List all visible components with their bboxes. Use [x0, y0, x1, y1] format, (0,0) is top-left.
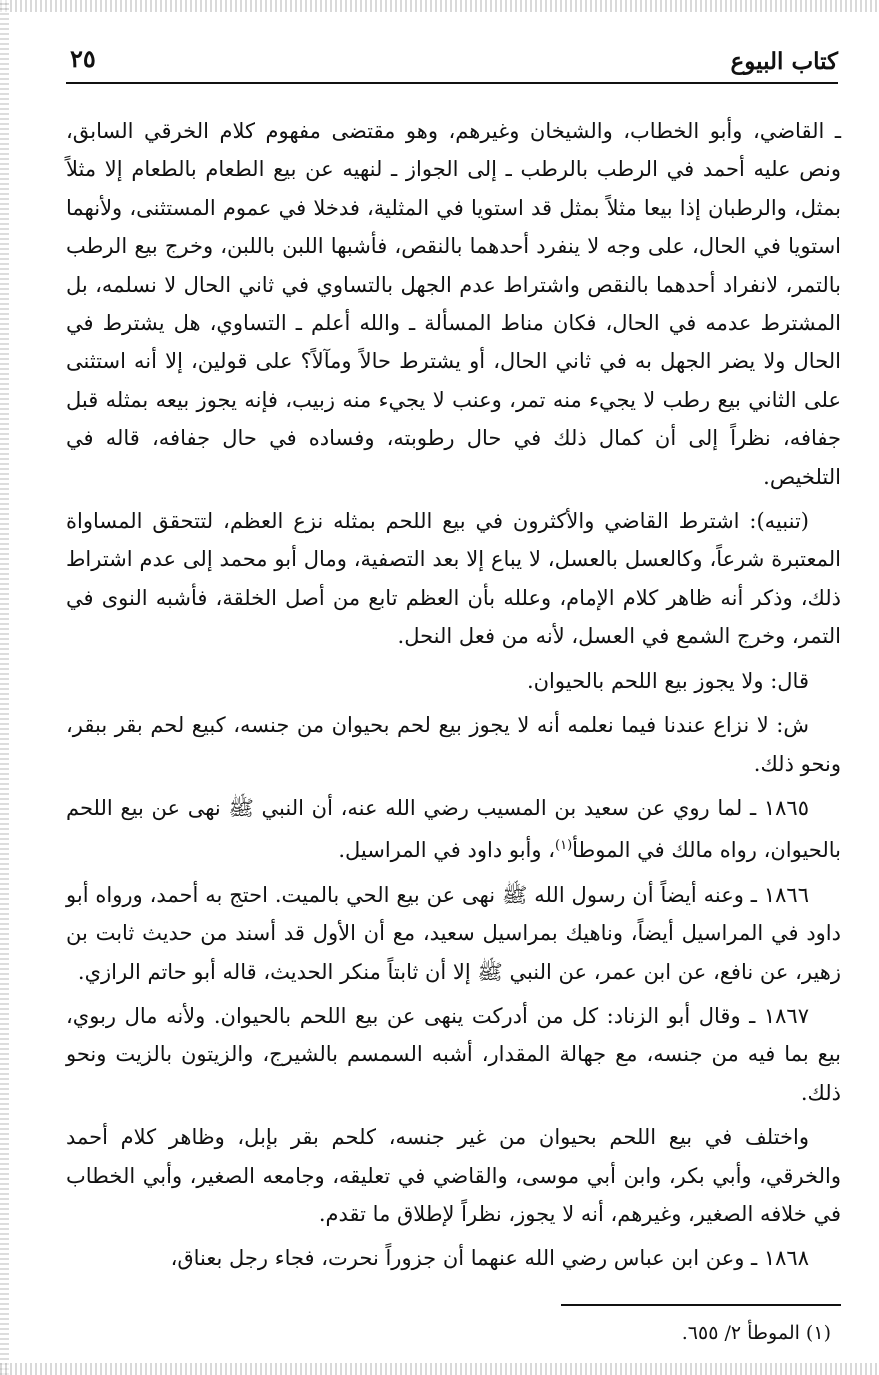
decorative-top-border	[0, 0, 879, 12]
page-header	[66, 42, 838, 84]
paragraph-6: ١٨٦٦ ـ وعنه أيضاً أن رسول الله ﷺ نهى عن بيع الحي بالميت. احتج به أحمد، ورواه أبو داود في المراسيل أيضاً، وناهيك بمراسيل سعيد، مع أن الأول قد أسند من حديث ثابت بن زهير، عن نافع، عن ابن عمر، عن النبي ﷺ إلا أن ثابتاً منكر الحديث، قاله أبو حاتم الرازي.	[66, 882, 841, 984]
paragraph-7: ١٨٦٧ ـ وقال أبو الزناد: كل من أدركت ينهى عن بيع اللحم بالحيوان. ولأنه مال ربوي، بيع بما فيه من جنسه، مع جهالة المقدار، أشبه السمسم بالشيرج، والزيتون بالزيت ونحو ذلك.	[66, 1003, 841, 1105]
paragraph-8: واختلف في بيع اللحم بحيوان من غير جنسه، كلحم بقر بإبل، وظاهر كلام أحمد والخرقي، وأبي بكر، وابن أبي موسى، والقاضي في تعليقه، وجامعه الصغير، وأبي الخطاب في خلافه الصغير، وغيرهم، أنه لا يجوز، نظراً لإطلاق ما تقدم.	[66, 1125, 841, 1226]
paragraph-3: قال: ولا يجوز بيع اللحم بالحيوان.	[526, 668, 809, 693]
decorative-bottom-border	[0, 1363, 879, 1375]
paragraph-2: (تنبيه): اشترط القاضي والأكثرون في بيع اللحم بمثله نزع العظم، لتتحقق المساواة المعتبرة شرعاً، وكالعسل بالعسل، لا يباع إلا بعد التصفية، ومال أبو محمد إلى عدم اشتراط ذلك، وذكر أنه ظاهر كلام الإمام، وعلله بأن العظم تابع من أصل الخلقة، فأشبه النوى في التمر، وخرج الشمع في العسل، لأنه من فعل النحل.	[66, 509, 841, 649]
running-title: كتاب البيوع	[730, 48, 838, 75]
page-number: ٢٥	[70, 44, 96, 73]
main-text	[66, 112, 841, 1284]
paragraph-5: ١٨٦٥ ـ لما روي عن سعيد بن المسيب رضي الله عنه، أن النبي ﷺ نهى عن بيع اللحم بالحيوان، رواه مالك في الموطأ$^{(١)}$، وأبو داود في المراسيل.	[66, 795, 841, 863]
paragraph-1: ـ القاضي، وأبو الخطاب، والشيخان وغيرهم، وهو مقتضى مفهوم كلام الخرقي السابق، ونص عليه أحمد في الرطب بالرطب ـ إلى الجواز ـ لنهيه عن بيع الطعام بالطعام إلا مثلاً بمثل، والرطبان إذا بيعا مثلاً بمثل قد استويا في المثلية، فدخلا في عموم المستثنى، ولأنهما استويا في الحال، على وجه لا ينفرد أحدهما بالنقص، فأشبها اللبن باللبن، وخرج بيع الرطب بالتمر، لانفراد أحدهما بالنقص واشتراط عدم الجهل بالتساوي في ثاني الحال لا نسلمه، بل المشترط عدمه في الحال، فكان مناط المسألة ـ والله أعلم ـ التساوي، هل يشترط في الحال ولا يضر الجهل به في ثاني الحال، أو يشترط حالاً ومآلاً؟ على قولين، إلا أنه استثنى على الثاني بيع رطب لا يجيء منه تمر، وعنب لا يجيء منه زبيب، فإنه يجوز بيعه بمثله قبل جفافه، نظراً إلى أن كمال ذلك في حال رطوبته، وفساده في حال جفافه، قاله في التلخيص.	[66, 119, 841, 489]
paragraph-9: ١٨٦٨ ـ وعن ابن عباس رضي الله عنهما أن جزوراً نحرت، فجاء رجل بعناق،	[170, 1246, 809, 1271]
footnote: (١) الموطأ ٢/ ٦٥٥.	[681, 1322, 831, 1344]
decorative-left-border	[0, 0, 9, 1375]
footnote-marker: (١)	[555, 838, 573, 854]
paragraph-4: ش: لا نزاع عندنا فيما نعلمه أنه لا يجوز بيع لحم بحيوان من جنسه، كبيع لحم بقر ببقر، ونحو ذلك.	[66, 713, 841, 776]
footnote-separator	[561, 1304, 841, 1306]
